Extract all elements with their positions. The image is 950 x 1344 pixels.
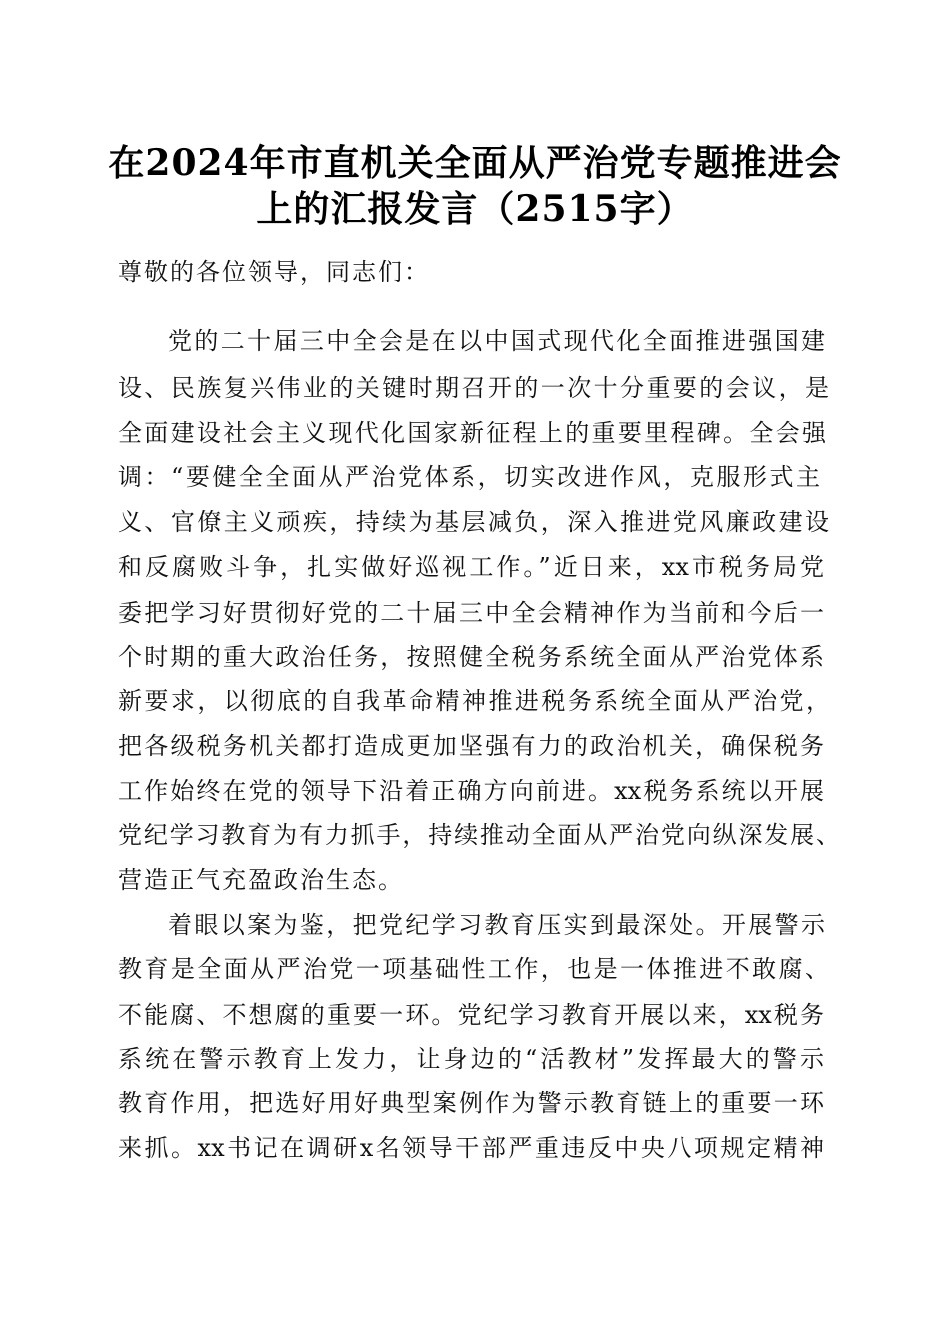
document-title-line-2: 上的汇报发言（2515字） (256, 188, 694, 230)
paragraph-1-line-10: 把各级税务机关都打造成更加坚强有力的政治机关，确保税务 (118, 732, 824, 760)
paragraph-1-line-2: 设、民族复兴伟业的关键时期召开的一次十分重要的会议，是 (118, 374, 829, 402)
paragraph-2-line-4: 系统在警示教育上发力，让身边的“活教材”发挥最大的警示 (118, 1045, 824, 1073)
paragraph-1-line-5: 义、官僚主义顽疾，持续为基层减负，深入推进党风廉政建设 (118, 508, 829, 536)
paragraph-2-line-3: 不能腐、不想腐的重要一环。党纪学习教育开展以来，xx税务 (118, 1001, 824, 1029)
paragraph-1-line-3: 全面建设社会主义现代化国家新征程上的重要里程碑。全会强 (118, 419, 826, 447)
paragraph-1-line-13: 营造正气充盈政治生态。 (118, 866, 404, 894)
paragraph-1-line-7: 委把学习好贯彻好党的二十届三中全会精神作为当前和今后一 (118, 599, 824, 627)
paragraph-2-line-6: 来抓。xx书记在调研x名领导干部严重违反中央八项规定精神 (118, 1134, 824, 1162)
paragraph-2-line-5: 教育作用，把选好用好典型案例作为警示教育链上的重要一环 (118, 1089, 824, 1117)
paragraph-2-line-1: 着眼以案为鉴，把党纪学习教育压实到最深处。开展警示 (168, 911, 825, 939)
salutation: 尊敬的各位领导，同志们： (118, 258, 430, 286)
paragraph-1-line-8: 个时期的重大政治任务，按照健全税务系统全面从严治党体系 (118, 643, 824, 671)
paragraph-1-line-11: 工作始终在党的领导下沿着正确方向前进。xx税务系统以开展 (118, 777, 824, 805)
paragraph-2-line-2: 教育是全面从严治党一项基础性工作，也是一体推进不敢腐、 (118, 955, 829, 983)
paragraph-1-line-12: 党纪学习教育为有力抓手，持续推动全面从严治党向纵深发展、 (118, 821, 840, 849)
paragraph-1-line-9: 新要求，以彻底的自我革命精神推进税务系统全面从严治党， (118, 687, 830, 715)
paragraph-1-line-1: 党的二十届三中全会是在以中国式现代化全面推进强国建 (168, 327, 825, 355)
document-title-line-1: 在2024年市直机关全面从严治党专题推进会 (108, 142, 842, 184)
paragraph-1-line-6: 和反腐败斗争，扎实做好巡视工作。”近日来，xx市税务局党 (118, 553, 824, 581)
paragraph-1-line-4: 调：“要健全全面从严治党体系，切实改进作风，克服形式主 (118, 463, 820, 491)
